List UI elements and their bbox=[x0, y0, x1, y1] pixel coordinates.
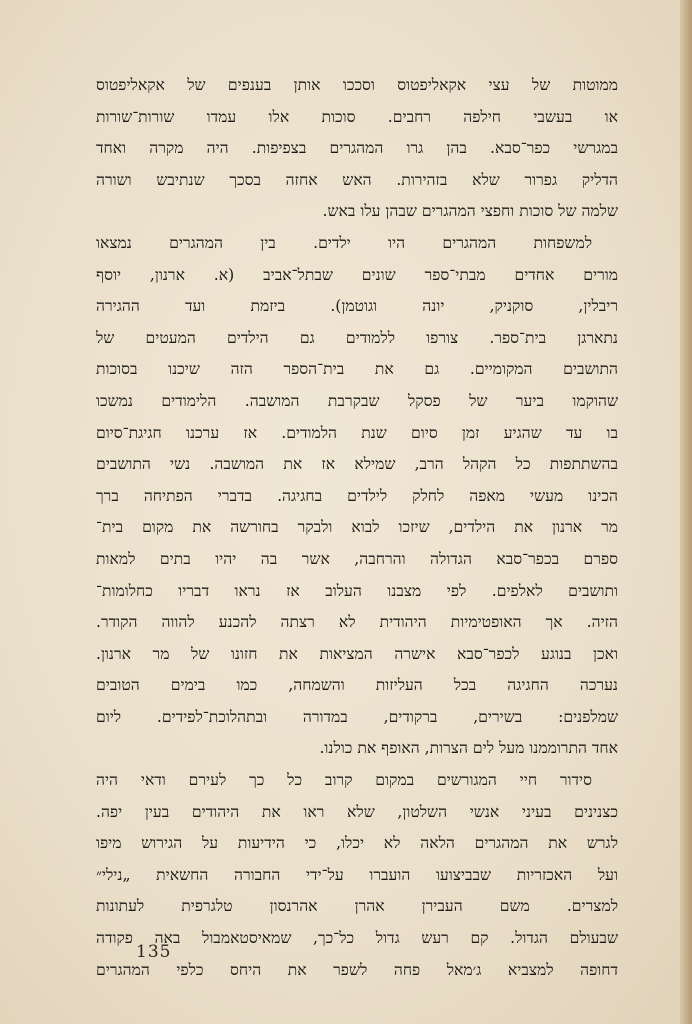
text-line: סידור חיי המגורשים במקום קרוב כל כך לעירם ודאי היה bbox=[96, 771, 592, 790]
text-line: אחד התרוממנו מעל לים הצרות, האופף את כולנו. bbox=[319, 739, 618, 758]
text-line: ועל האכזריות שבביצועו הועברו על־ידי החבורה החשאית „נילי״ bbox=[96, 865, 618, 884]
text-line: התושבים המקומיים. גם את בית־הספר הזה שיכנו בסוכות bbox=[96, 360, 618, 379]
text-line: הזיה. אך האופטימיות היהודית לא רצתה להכנע להווה הקודר. bbox=[96, 613, 618, 632]
text-line: מורים אחדים מבתי־ספר שונים שבתל־אביב (א. ארנון, יוסף bbox=[96, 265, 618, 284]
text-line: ותושבים לאלפים. לפי מצבנו העלוב אז נראו דבריו כחלומות־ bbox=[96, 581, 618, 600]
text-line: שהוקמו ביער של פסקל שבקרבת המושבה. הלימודים נמשכו bbox=[96, 391, 618, 410]
text-line: דחופה למצביא ג׳מאל פחה לשפר את היחס כלפי המהגרים bbox=[96, 960, 618, 979]
text-line: בו עד שהגיע זמן סיום שנת הלמודים. אז ערכנו חגיגת־סיום bbox=[96, 423, 618, 442]
page-spine-shadow bbox=[680, 0, 692, 1024]
text-line: ריבלין, סוקניק, יונה וגוטמן). ביזמת ועד ההגירה bbox=[96, 297, 618, 316]
page-number: 135 bbox=[136, 942, 172, 962]
text-line: ספרם בכפר־סבא הגדולה והרחבה, אשר בה יהיו בתים למאות bbox=[96, 549, 618, 568]
body-text bbox=[96, 70, 618, 986]
text-line: ואכן בנוגע לכפר־סבא אישרה המציאות את חזונו של מר ארנון. bbox=[96, 644, 618, 663]
text-line: שבעולם הגדול. קם רעש גדול כל־כך, שמאיסטאמבול באה פקודה bbox=[96, 929, 618, 948]
text-line: במגרשי כפר־סבא. בהן גרו המהגרים בצפיפות. היה מקרה ואחד bbox=[96, 139, 618, 158]
text-line: נערכה החגיגה בכל העליזות והשמחה, כמו בימים הטובים bbox=[96, 676, 618, 695]
text-line: כצנינים בעיני אנשי השלטון, שלא ראו את היהודים בעין יפה. bbox=[96, 802, 618, 821]
text-line: שמלפנים: בשירים, ברקודים, במדורה ובתהלוכת־לפידים. ליום bbox=[96, 707, 618, 726]
text-line: לגרש את המהגרים הלאה לא יכלו, כי הידיעות על הגירוש מיפו bbox=[96, 834, 618, 853]
text-line: או בעשבי חילפה רחבים. סוכות אלו עמדו שורות־שורות bbox=[96, 107, 618, 126]
text-line: מר ארנון את הילדים, שיזכו לבוא ולבקר בחורשה את מקום בית־ bbox=[96, 518, 618, 537]
text-line: למצרים. משם העבירן אהרן אהרנסון טלגרפית לעתונות bbox=[96, 897, 618, 916]
text-line: בהשתתפות כל הקהל הרב, שמילא אז את המושבה. נשי התושבים bbox=[96, 455, 618, 474]
text-line: שלמה של סוכות וחפצי המהגרים שבהן עלו באש. bbox=[322, 202, 618, 221]
text-line: נתארגן בית־ספר. צורפו ללמודים גם הילדים המעטים של bbox=[96, 328, 618, 347]
text-line: למשפחות המהגרים היו ילדים. בין המהגרים נמצאו bbox=[96, 233, 592, 252]
text-line: ממוטות של עצי אקאליפטוס וסככו אותן בענפים של אקאליפטוס bbox=[96, 76, 618, 94]
text-line: הדליק גפרור שלא בזהירות. האש אחזה בסכך שנתיבש ושורה bbox=[96, 170, 618, 189]
text-line: הכינו מעשי מאפה לחלק לילדים בחגיגה. בדברי הפתיחה ברך bbox=[96, 486, 618, 505]
